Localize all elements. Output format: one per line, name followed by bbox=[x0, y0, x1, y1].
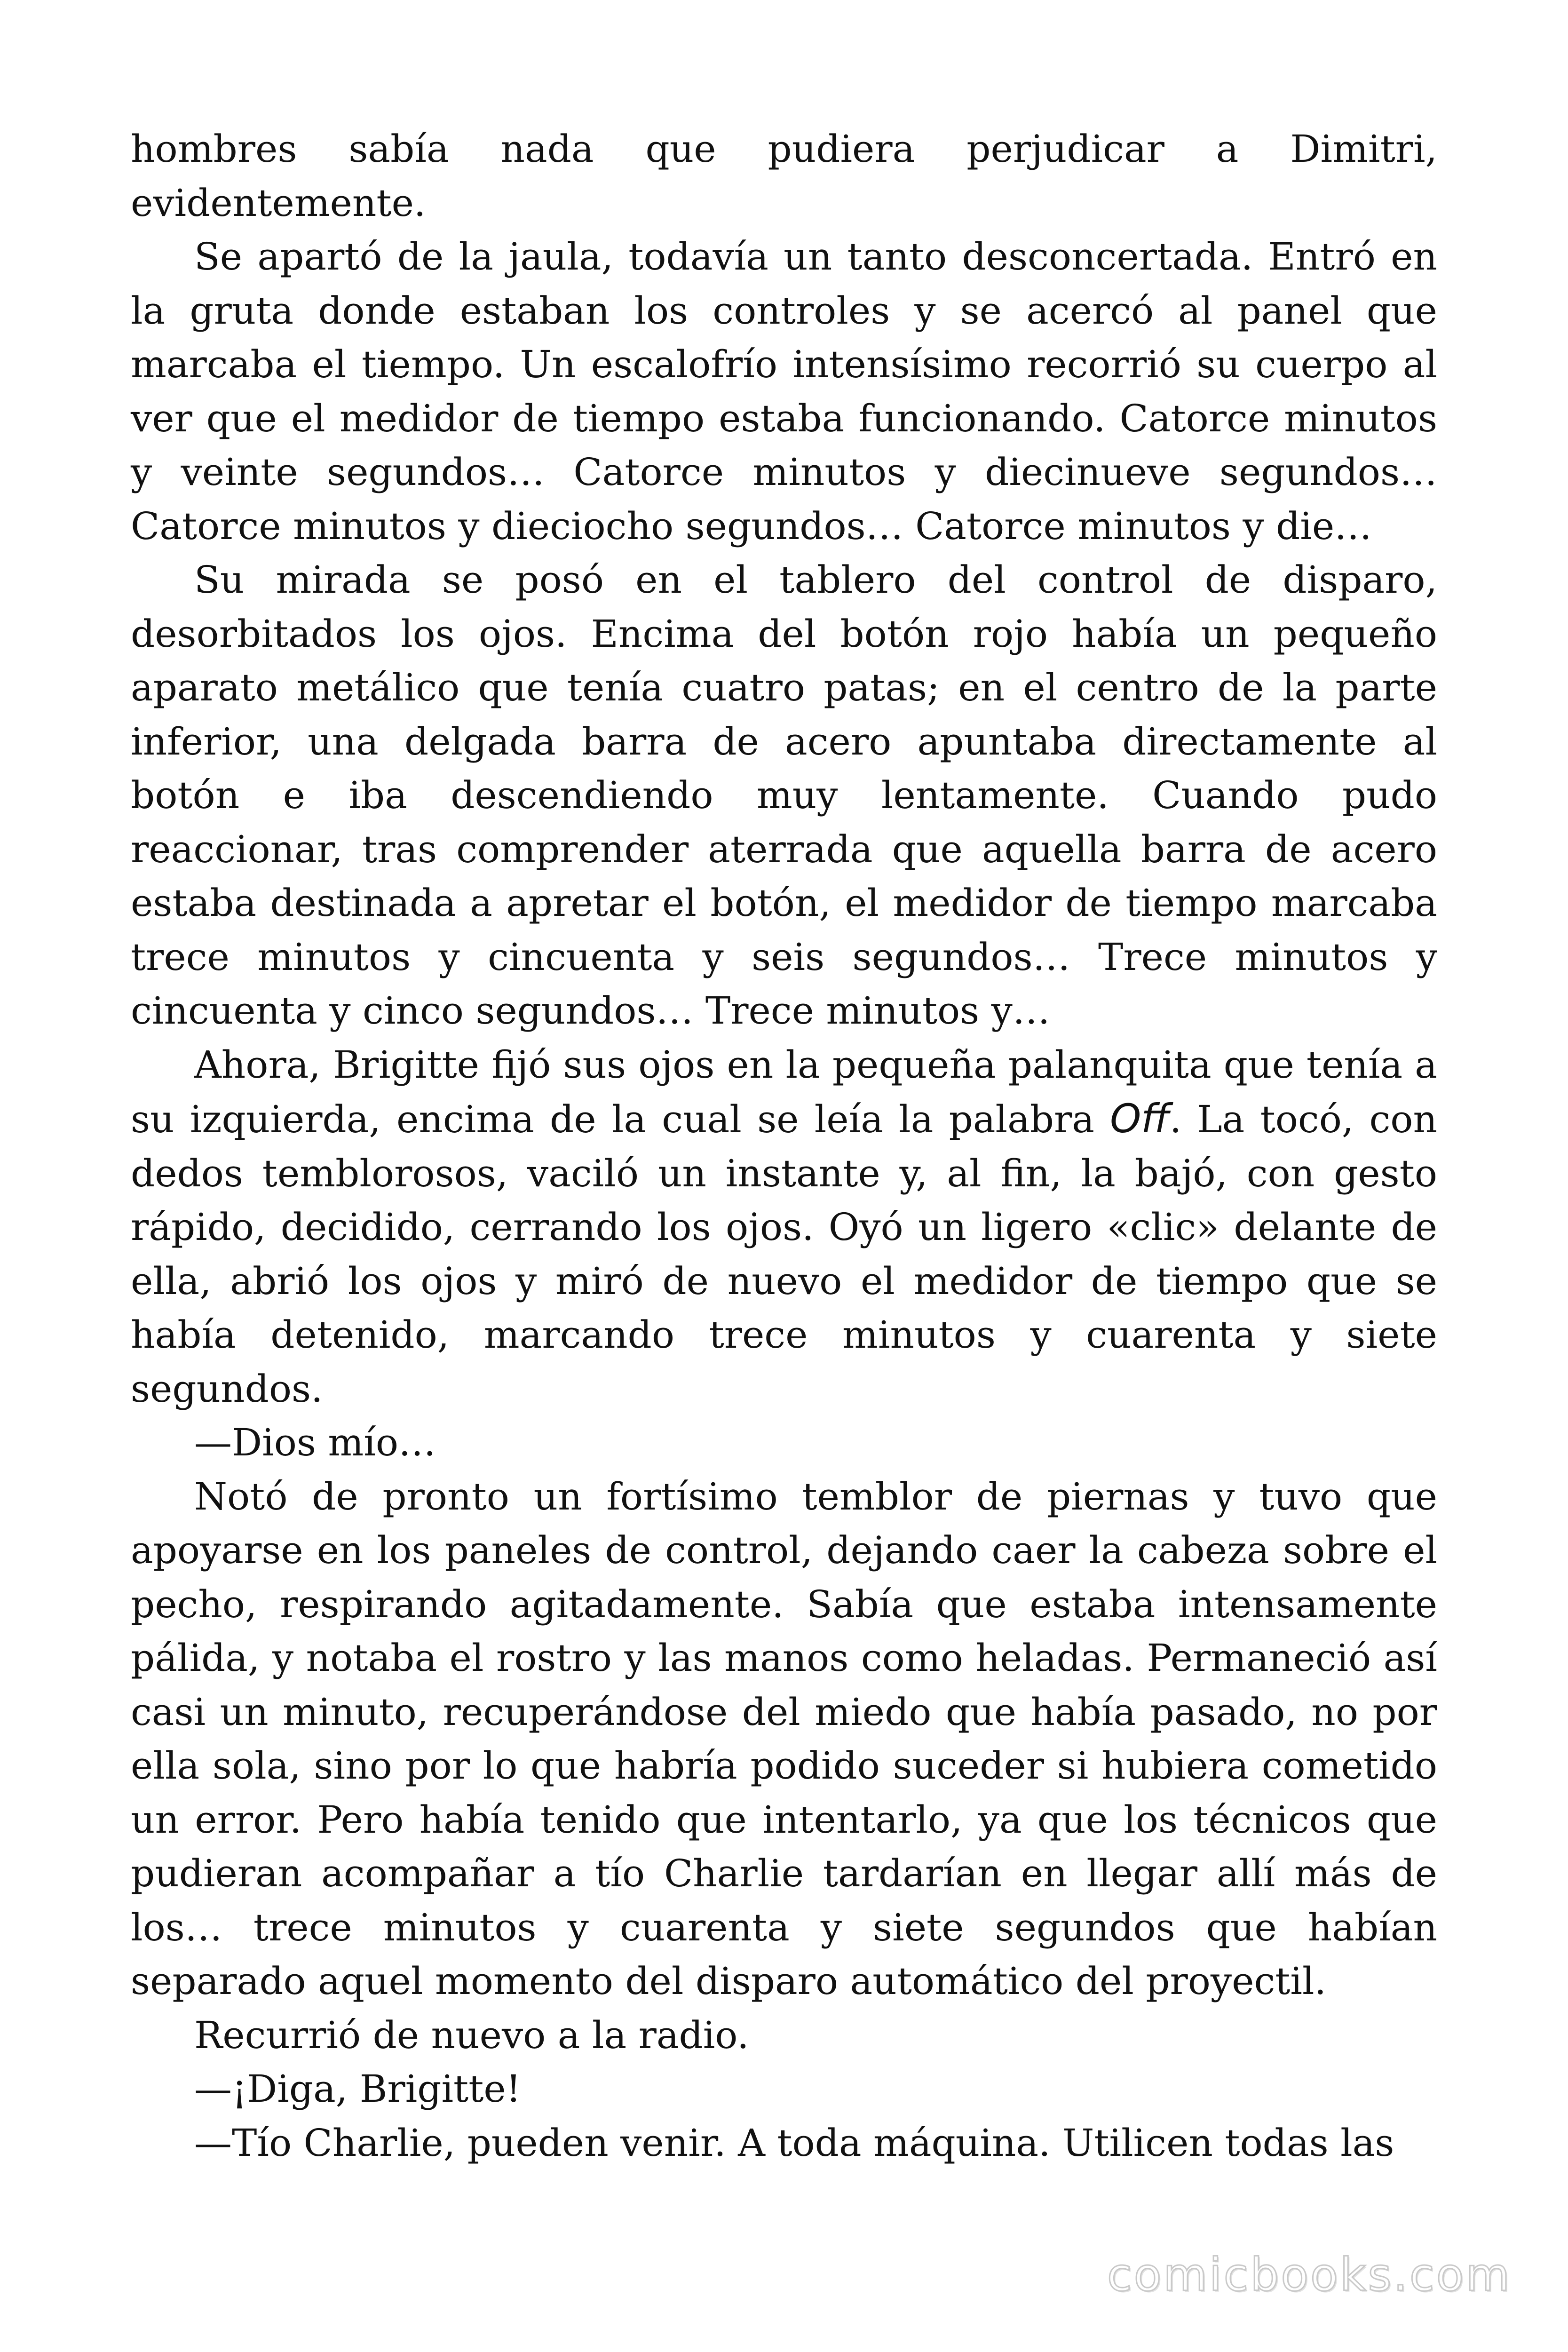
paragraph-6-text: Notó de pronto un fortísimo temblor de piernas y tuvo que apoyarse en los paneles de control, dejando caer la cabeza sobre el pecho, respirando agitadamente. Sabía que estaba intensamente pálida, y notaba el rostro y las manos como heladas. Permaneció así casi un minuto, recuperándose del miedo que había pasado, no por ella sola, sino por lo que habría podido suceder si hubiera cometido un error. Pero había tenido que intentarlo, ya que los técnicos que pudieran acompañar a tío Charlie tardarían en llegar allí más de los… trece minutos y cuarenta y siete segundos que habían separado aquel momento del disparo automático del proyectil. bbox=[131, 1474, 1437, 2003]
paragraph-3 bbox=[131, 553, 1437, 1038]
paragraph-2-text: Se apartó de la jaula, todavía un tanto desconcertada. Entró en la gruta donde estaban los controles y se acercó al panel que marcaba el tiempo. Un escalofrío intensísimo recorrió su cuerpo al ver que el medidor de tiempo estaba funcionando. Catorce minutos y veinte segundos… Catorce minutos y diecinueve segundos… Catorce minutos y dieciocho segundos… Catorce minutos y die… bbox=[131, 235, 1437, 548]
paragraph-8-text: —¡Diga, Brigitte! bbox=[194, 2067, 521, 2111]
paragraph-9 bbox=[131, 2116, 1437, 2170]
paragraph-3-text: Su mirada se posó en el tablero del control de disparo, desorbitados los ojos. Encima del botón rojo había un pequeño aparato metálico que tenía cuatro patas; en el centro de la parte inferior, una delgada barra de acero apuntaba directamente al botón e iba descendiendo muy lentamente. Cuando pudo reaccionar, tras comprender aterrada que aquella barra de acero estaba destinada a apretar el botón, el medidor de tiempo marcaba trece minutos y cincuenta y seis segundos… Trece minutos y cincuenta y cinco segundos… Trece minutos y… bbox=[131, 558, 1437, 1033]
paragraph-4 bbox=[131, 1038, 1437, 1416]
book-page-text bbox=[131, 122, 1437, 2170]
site-watermark: comicbooks.com bbox=[1107, 2249, 1512, 2301]
paragraph-1-text: hombres sabía nada que pudiera perjudicar a Dimitri, evidentemente. bbox=[131, 127, 1437, 225]
paragraph-7-text: Recurrió de nuevo a la radio. bbox=[194, 2013, 749, 2057]
paragraph-2 bbox=[131, 230, 1437, 553]
paragraph-4-text-end: . La tocó, con dedos temblorosos, vaciló un instante y, al fin, la bajó, con gesto rápido, decidido, cerrando los ojos. Oyó un ligero «clic» delante de ella, abrió los ojos y miró de nuevo el medidor de tiempo que se había detenido, marcando trece minutos y cuarenta y siete segundos. bbox=[131, 1097, 1437, 1411]
paragraph-5-text: —Dios mío… bbox=[194, 1421, 436, 1464]
paragraph-4-text-start: Ahora, Brigitte fijó sus ojos en la pequeña palanquita que tenía a su izquierda, encima de la cual se leía la palabra bbox=[131, 1042, 1437, 1141]
paragraph-7 bbox=[131, 2009, 1437, 2063]
off-word-italic: Off bbox=[1110, 1096, 1170, 1142]
paragraph-6 bbox=[131, 1470, 1437, 2009]
paragraph-8 bbox=[131, 2062, 1437, 2116]
paragraph-1 bbox=[131, 122, 1437, 230]
paragraph-5 bbox=[131, 1416, 1437, 1470]
paragraph-9-text: —Tío Charlie, pueden venir. A toda máquina. Utilicen todas las bbox=[194, 2121, 1394, 2165]
